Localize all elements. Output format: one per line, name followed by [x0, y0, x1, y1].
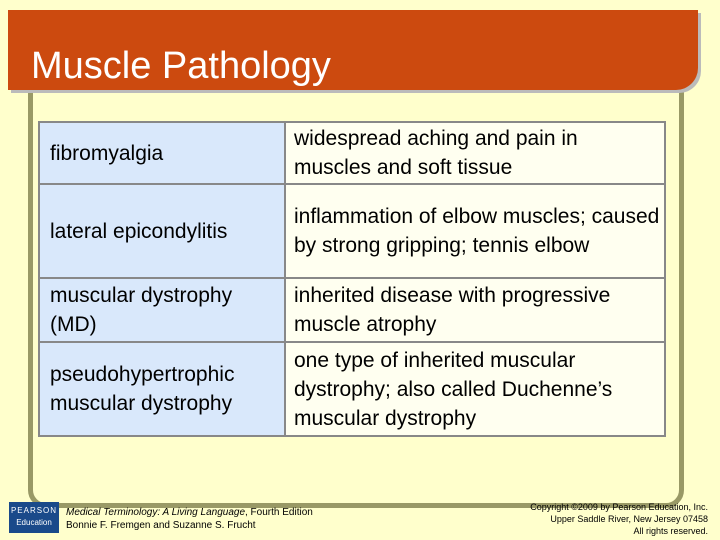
definition-cell: inflammation of elbow muscles; caused by strong gripping; tennis elbow	[285, 184, 665, 278]
term-table	[38, 121, 666, 437]
copyright-line-3: All rights reserved.	[633, 526, 708, 536]
term-cell: muscular dystrophy (MD)	[39, 278, 285, 342]
term-cell: pseudohypertrophic muscular dystrophy	[39, 342, 285, 436]
definition-cell: inherited disease with progressive muscle atrophy	[285, 278, 665, 342]
copyright-notice	[468, 501, 708, 537]
logo-line-2: Education	[16, 518, 52, 527]
term-cell: lateral epicondylitis	[39, 184, 285, 278]
table-row	[39, 184, 665, 278]
table-row	[39, 278, 665, 342]
slide-title: Muscle Pathology	[31, 45, 331, 87]
term-cell: fibromyalgia	[39, 122, 285, 184]
copyright-line-1: Copyright ©2009 by Pearson Education, Inc.	[530, 502, 708, 512]
definition-cell: one type of inherited muscular dystrophy; also called Duchenne’s muscular dystrophy	[285, 342, 665, 436]
book-edition: , Fourth Edition	[245, 507, 313, 518]
copyright-line-2: Upper Saddle River, New Jersey 07458	[550, 514, 708, 524]
book-title-line	[66, 506, 313, 519]
title-bar	[8, 10, 698, 90]
book-title: Medical Terminology: A Living Language	[66, 507, 245, 518]
table-row	[39, 122, 665, 184]
logo-line-1: PEARSON	[10, 506, 58, 515]
table-row	[39, 342, 665, 436]
definition-cell: widespread aching and pain in muscles and soft tissue	[285, 122, 665, 184]
book-authors: Bonnie F. Fremgen and Suzanne S. Frucht	[66, 520, 256, 531]
pearson-logo	[9, 502, 59, 533]
book-citation	[66, 506, 313, 532]
